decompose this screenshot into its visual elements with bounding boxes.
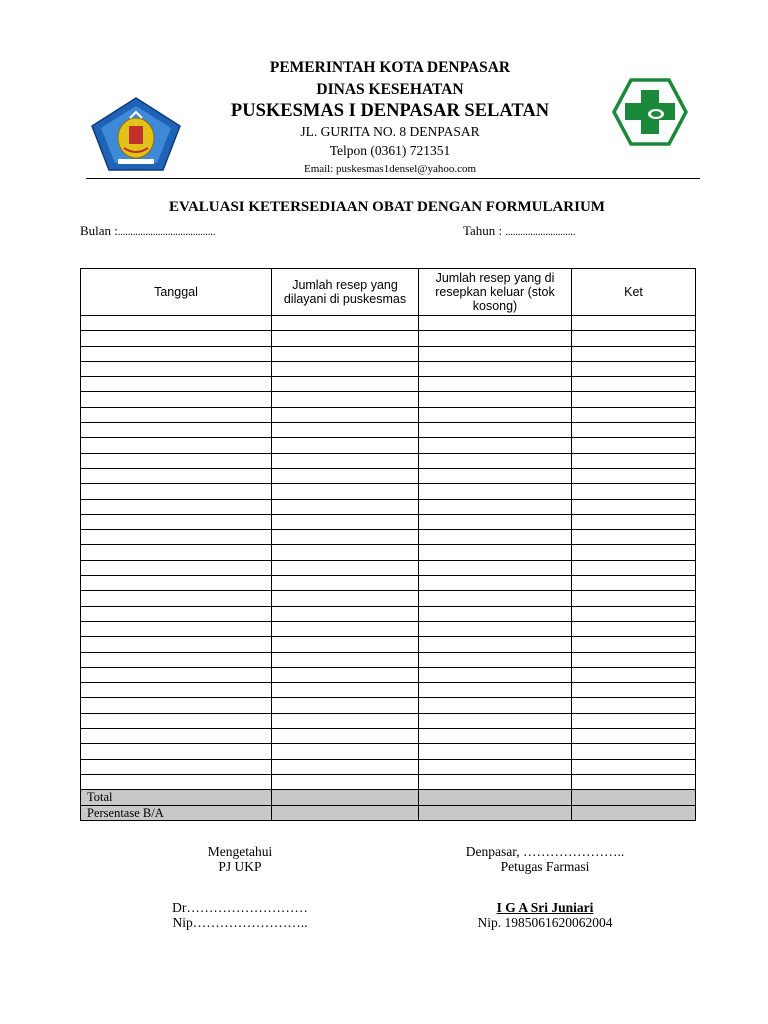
table-cell (81, 683, 272, 698)
table-cell (419, 774, 572, 789)
sig-right-line1: Denpasar, ………………….. (465, 844, 625, 859)
table-cell (272, 637, 419, 652)
table-cell (419, 499, 572, 514)
table-cell (419, 346, 572, 361)
sig-left-line2: PJ UKP (218, 859, 262, 874)
table-cell (81, 774, 272, 789)
table-cell (419, 637, 572, 652)
table-cell (572, 530, 696, 545)
persentase-label: Persentase B/A (81, 805, 272, 821)
table-row (81, 560, 696, 575)
table-cell (572, 591, 696, 606)
table-cell (81, 392, 272, 407)
bulan-dots: ....................................... (117, 227, 216, 238)
table-cell (419, 392, 572, 407)
table-cell (272, 621, 419, 636)
table-cell (272, 729, 419, 744)
table-cell (419, 606, 572, 621)
table-cell (272, 438, 419, 453)
header-government: PEMERINTAH KOTA DENPASAR (269, 59, 511, 76)
table-cell (81, 759, 272, 774)
table-cell (272, 698, 419, 713)
table-cell (81, 331, 272, 346)
table-cell (419, 407, 572, 422)
table-cell (272, 331, 419, 346)
table-row (81, 713, 696, 728)
table-cell (419, 514, 572, 529)
table-cell (81, 499, 272, 514)
sig-right-line2: Petugas Farmasi (500, 859, 590, 874)
table-cell (81, 468, 272, 483)
table-row (81, 331, 696, 346)
table-row (81, 377, 696, 392)
table-cell (272, 591, 419, 606)
table-cell (572, 316, 696, 331)
table-cell (572, 331, 696, 346)
sig-left-name: Dr……………………… (172, 900, 308, 915)
table-cell (81, 346, 272, 361)
table-cell (572, 545, 696, 560)
table-row (81, 423, 696, 438)
table-cell (419, 545, 572, 560)
table-cell (572, 361, 696, 376)
table-cell (272, 392, 419, 407)
table-cell (81, 560, 272, 575)
table-cell (272, 530, 419, 545)
table-cell (419, 331, 572, 346)
table-cell (572, 729, 696, 744)
persentase-cell (419, 805, 572, 821)
table-row (81, 652, 696, 667)
sig-left-nip: Nip…………………….. (172, 915, 308, 930)
table-cell (272, 316, 419, 331)
persentase-cell (572, 805, 696, 821)
table-cell (81, 530, 272, 545)
table-cell (81, 591, 272, 606)
total-cell (572, 790, 696, 806)
header-department: DINAS KESEHATAN (316, 81, 464, 98)
table-cell (419, 698, 572, 713)
evaluation-table (80, 268, 696, 821)
table-cell (572, 683, 696, 698)
table-cell (572, 514, 696, 529)
table-row (81, 698, 696, 713)
table-row (81, 499, 696, 514)
table-cell (272, 346, 419, 361)
table-cell (572, 744, 696, 759)
table-cell (419, 361, 572, 376)
table-cell (419, 683, 572, 698)
table-row (81, 744, 696, 759)
table-row (81, 576, 696, 591)
table-row (81, 667, 696, 682)
total-label: Total (81, 790, 272, 806)
table-cell (572, 698, 696, 713)
table-cell (81, 423, 272, 438)
table-row (81, 774, 696, 789)
table-cell (572, 346, 696, 361)
table-row (81, 361, 696, 376)
table-row (81, 407, 696, 422)
table-row (81, 637, 696, 652)
header-puskesmas: PUSKESMAS I DENPASAR SELATAN (230, 101, 550, 121)
table-cell (572, 468, 696, 483)
table-cell (419, 560, 572, 575)
table-cell (419, 438, 572, 453)
table-cell (81, 744, 272, 759)
table-cell (272, 407, 419, 422)
table-cell (272, 606, 419, 621)
table-row (81, 346, 696, 361)
table-cell (272, 667, 419, 682)
tahun-field (463, 223, 575, 239)
sig-left-line1: Mengetahui (207, 844, 273, 859)
table-cell (419, 423, 572, 438)
table-cell (81, 514, 272, 529)
tahun-dots: ............................ (505, 227, 576, 238)
table-cell (572, 774, 696, 789)
table-cell (81, 621, 272, 636)
table-cell (81, 545, 272, 560)
table-cell (572, 438, 696, 453)
col-header-resep-keluar: Jumlah resep yang di resepkan keluar (stok kosong) (419, 269, 572, 316)
table-cell (572, 377, 696, 392)
table-cell (419, 576, 572, 591)
header-address: JL. GURITA NO. 8 DENPASAR (300, 124, 480, 139)
persentase-row (81, 805, 696, 821)
sig-right-name: I G A Sri Juniari (496, 900, 594, 915)
col-header-dilayani: Jumlah resep yang dilayani di puskesmas (272, 269, 419, 316)
table-cell (272, 713, 419, 728)
table-cell (272, 499, 419, 514)
table-header-row (81, 269, 696, 316)
table-cell (81, 453, 272, 468)
table-cell (81, 438, 272, 453)
table-cell (419, 591, 572, 606)
table-cell (572, 453, 696, 468)
table-cell (572, 759, 696, 774)
table-cell (572, 423, 696, 438)
table-cell (81, 407, 272, 422)
header-divider (86, 178, 700, 179)
table-cell (272, 423, 419, 438)
table-cell (572, 576, 696, 591)
document-title: EVALUASI KETERSEDIAAN OBAT DENGAN FORMULARIUM (169, 199, 605, 215)
table-cell (81, 484, 272, 499)
table-cell (272, 361, 419, 376)
bulan-field (80, 223, 215, 239)
table-cell (81, 729, 272, 744)
table-cell (572, 560, 696, 575)
table-cell (419, 484, 572, 499)
table-cell (272, 576, 419, 591)
table-row (81, 606, 696, 621)
table-cell (272, 774, 419, 789)
table-cell (572, 713, 696, 728)
table-row (81, 484, 696, 499)
table-cell (419, 744, 572, 759)
table-row (81, 468, 696, 483)
table-cell (419, 729, 572, 744)
table-cell (81, 377, 272, 392)
table-row (81, 683, 696, 698)
table-row (81, 530, 696, 545)
table-cell (419, 667, 572, 682)
header-email: Email: puskesmas1densel@yahoo.com (303, 163, 477, 175)
table-cell (81, 316, 272, 331)
table-cell (272, 484, 419, 499)
table-row (81, 438, 696, 453)
table-cell (272, 744, 419, 759)
table-cell (419, 468, 572, 483)
table-cell (419, 621, 572, 636)
table-cell (419, 652, 572, 667)
table-cell (419, 713, 572, 728)
table-cell (272, 514, 419, 529)
table-cell (572, 484, 696, 499)
denpasar-city-emblem-icon (90, 96, 182, 172)
col-header-tanggal: Tanggal (81, 269, 272, 316)
table-cell (572, 499, 696, 514)
table-cell (81, 637, 272, 652)
persentase-cell (272, 805, 419, 821)
total-cell (272, 790, 419, 806)
table-row (81, 729, 696, 744)
table-cell (272, 377, 419, 392)
table-cell (572, 606, 696, 621)
table-cell (272, 652, 419, 667)
table-cell (81, 606, 272, 621)
table-cell (272, 560, 419, 575)
table-cell (81, 652, 272, 667)
table-cell (572, 667, 696, 682)
table-row (81, 392, 696, 407)
table-cell (572, 392, 696, 407)
table-cell (81, 667, 272, 682)
table-cell (81, 576, 272, 591)
table-cell (272, 545, 419, 560)
table-row (81, 514, 696, 529)
puskesmas-cross-icon (612, 78, 688, 146)
table-cell (419, 530, 572, 545)
table-cell (572, 407, 696, 422)
total-row (81, 790, 696, 806)
table-cell (572, 637, 696, 652)
table-cell (419, 377, 572, 392)
table-cell (572, 652, 696, 667)
table-cell (419, 316, 572, 331)
table-row (81, 759, 696, 774)
header-phone: Telpon (0361) 721351 (329, 143, 451, 158)
table-row (81, 591, 696, 606)
table-cell (81, 361, 272, 376)
table-cell (419, 453, 572, 468)
bulan-label: Bulan : (80, 223, 118, 238)
col-header-ket: Ket (572, 269, 696, 316)
table-row (81, 621, 696, 636)
table-cell (419, 759, 572, 774)
table-row (81, 545, 696, 560)
table-cell (81, 713, 272, 728)
table-cell (272, 468, 419, 483)
table-cell (81, 698, 272, 713)
table-cell (272, 453, 419, 468)
table-row (81, 453, 696, 468)
tahun-label: Tahun : (463, 223, 503, 238)
table-cell (272, 759, 419, 774)
table-cell (572, 621, 696, 636)
sig-right-nip: Nip. 1985061620062004 (477, 915, 613, 930)
table-row (81, 316, 696, 331)
table-cell (272, 683, 419, 698)
total-cell (419, 790, 572, 806)
